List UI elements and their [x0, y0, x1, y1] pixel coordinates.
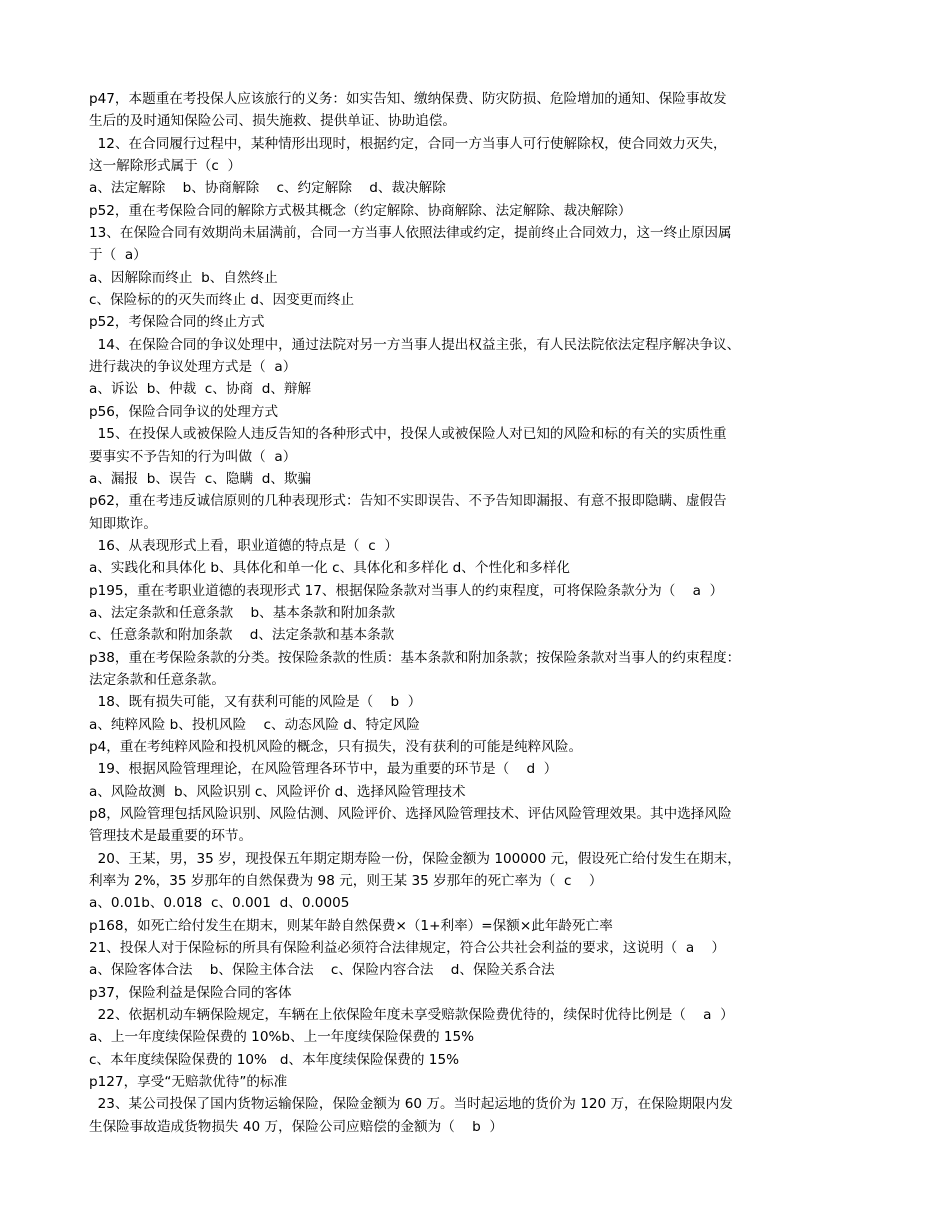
text-line: a、法定解除 b、协商解除 c、约定解除 d、裁决解除 — [89, 180, 446, 197]
text-line: 生保险事故造成货物损失 40 万，保险公司应赔偿的金额为（ b ） — [89, 1118, 503, 1135]
text-line: p37，保险利益是保险合同的客体 — [89, 984, 292, 1001]
text-line: 21、投保人对于保险标的所具有保险利益必须符合法律规定，符合公共社会利益的要求，这说明（ a ） — [89, 940, 726, 957]
text-line: a、上一年度续保险保费的 10%b、上一年度续保险保费的 15% — [89, 1029, 475, 1046]
text-line: 13、在保险合同有效期尚未届满前，合同一方当事人依照法律或约定，提前终止合同效力，这一终止原因属 — [89, 225, 732, 242]
text-line: 管理技术是最重要的环节。 — [89, 828, 253, 845]
text-line: 15、在投保人或被保险人违反告知的各种形式中，投保人或被保险人对已知的风险和标的有关的实质性重 — [89, 426, 727, 443]
text-line: 知即欺诈。 — [89, 515, 157, 532]
text-line: 于（ a） — [89, 247, 147, 264]
text-line: 19、根据风险管理理论，在风险管理各环节中，最为重要的环节是（ d ） — [89, 761, 558, 778]
text-line: p56，保险合同争议的处理方式 — [89, 403, 279, 420]
text-line: 生后的及时通知保险公司、损失施救、提供单证、协助追偿。 — [89, 113, 457, 130]
text-line: 23、某公司投保了国内货物运输保险，保险金额为 60 万。当时起运地的货价为 120 万，在保险期限内发 — [89, 1096, 733, 1113]
text-line: a、诉讼 b、仲裁 c、协商 d、辩解 — [89, 381, 312, 398]
text-line: p195，重在考职业道德的表现形式 17、根据保险条款对当事人的约束程度，可将保险条款分为（ a ） — [89, 582, 724, 599]
text-line: 18、既有损失可能，又有获利可能的风险是（ b ） — [89, 694, 422, 711]
text-line: 16、从表现形式上看，职业道德的特点是（ c ） — [89, 537, 398, 554]
text-line: p47，本题重在考投保人应该旅行的义务：如实告知、缴纳保费、防灾防损、危险增加的通知、保险事故发 — [89, 91, 727, 107]
text-line: a、风险故测 b、风险识别 c、风险评价 d、选择风险管理技术 — [89, 783, 466, 800]
text-line: p38，重在考保险条款的分类。按保险条款的性质：基本条款和附加条款；按保险条款对当事人的约束程度： — [89, 649, 741, 666]
text-line: a、纯粹风险 b、投机风险 c、动态风险 d、特定风险 — [89, 716, 420, 733]
text-line: a、漏报 b、误告 c、隐瞒 d、欺骗 — [89, 470, 312, 487]
text-line: a、因解除而终止 b、自然终止 — [89, 269, 278, 286]
text-line: 14、在保险合同的争议处理中，通过法院对另一方当事人提出权益主张，有人民法院依法定程序解决争议、 — [89, 336, 741, 353]
text-line: 利率为 2%，35 岁那年的自然保费为 98 元，则王某 35 岁那年的死亡率为（ c ） — [89, 873, 603, 890]
text-line: a、0.01b、0.018 c、0.001 d、0.0005 — [89, 895, 350, 912]
text-line: 22、依据机动车辆保险规定，车辆在上依保险年度未享受赔款保险费优待的，续保时优待比例是（ a ） — [89, 1007, 734, 1024]
text-line: c、保险标的的灭失而终止 d、因变更而终止 — [89, 292, 355, 309]
text-line: c、任意条款和附加条款 d、法定条款和基本条款 — [89, 627, 395, 644]
text-line: p8，风险管理包括风险识别、风险估测、风险评价、选择风险管理技术、评估风险管理效果。其中选择风险 — [89, 806, 732, 822]
text-line: a、实践化和具体化 b、具体化和单一化 c、具体化和多样化 d、个性化和多样化 — [89, 560, 571, 577]
text-line: 要事实不予告知的行为叫做（ a） — [89, 448, 297, 465]
text-line: 法定条款和任意条款。 — [89, 671, 225, 688]
text-line: a、法定条款和任意条款 b、基本条款和附加条款 — [89, 604, 396, 621]
text-line: 12、在合同履行过程中，某种情形出现时，根据约定，合同一方当事人可行使解除权，使合同效力灭失， — [89, 135, 727, 152]
text-line: 进行裁决的争议处理方式是（ a） — [89, 359, 297, 376]
text-line: 20、王某，男，35 岁，现投保五年期定期寿险一份，保险金额为 100000 元，假设死亡给付发生在期末， — [89, 850, 741, 867]
text-line: p52，考保险合同的终止方式 — [89, 314, 265, 331]
text-line: p52，重在考保险合同的解除方式极其概念（约定解除、协商解除、法定解除、裁决解除） — [89, 202, 632, 219]
text-line: p127，享受“无赔款优待”的标准 — [89, 1074, 288, 1091]
text-line: c、本年度续保险保费的 10% d、本年度续保险保费的 15% — [89, 1051, 460, 1068]
text-line: p168，如死亡给付发生在期末，则某年龄自然保费×（1+利率）=保额×此年龄死亡率 — [89, 917, 613, 934]
text-line: a、保险客体合法 b、保险主体合法 c、保险内容合法 d、保险关系合法 — [89, 962, 555, 979]
text-line: p4，重在考纯粹风险和投机风险的概念，只有损失，没有获利的可能是纯粹风险。 — [89, 738, 583, 755]
document-page — [89, 88, 864, 1138]
text-line: p62，重在考违反诚信原则的几种表现形式：告知不实即误告、不予告知即漏报、有意不报即隐瞒、虚假告 — [89, 493, 727, 510]
text-line: 这一解除形式属于（c ） — [89, 158, 242, 175]
